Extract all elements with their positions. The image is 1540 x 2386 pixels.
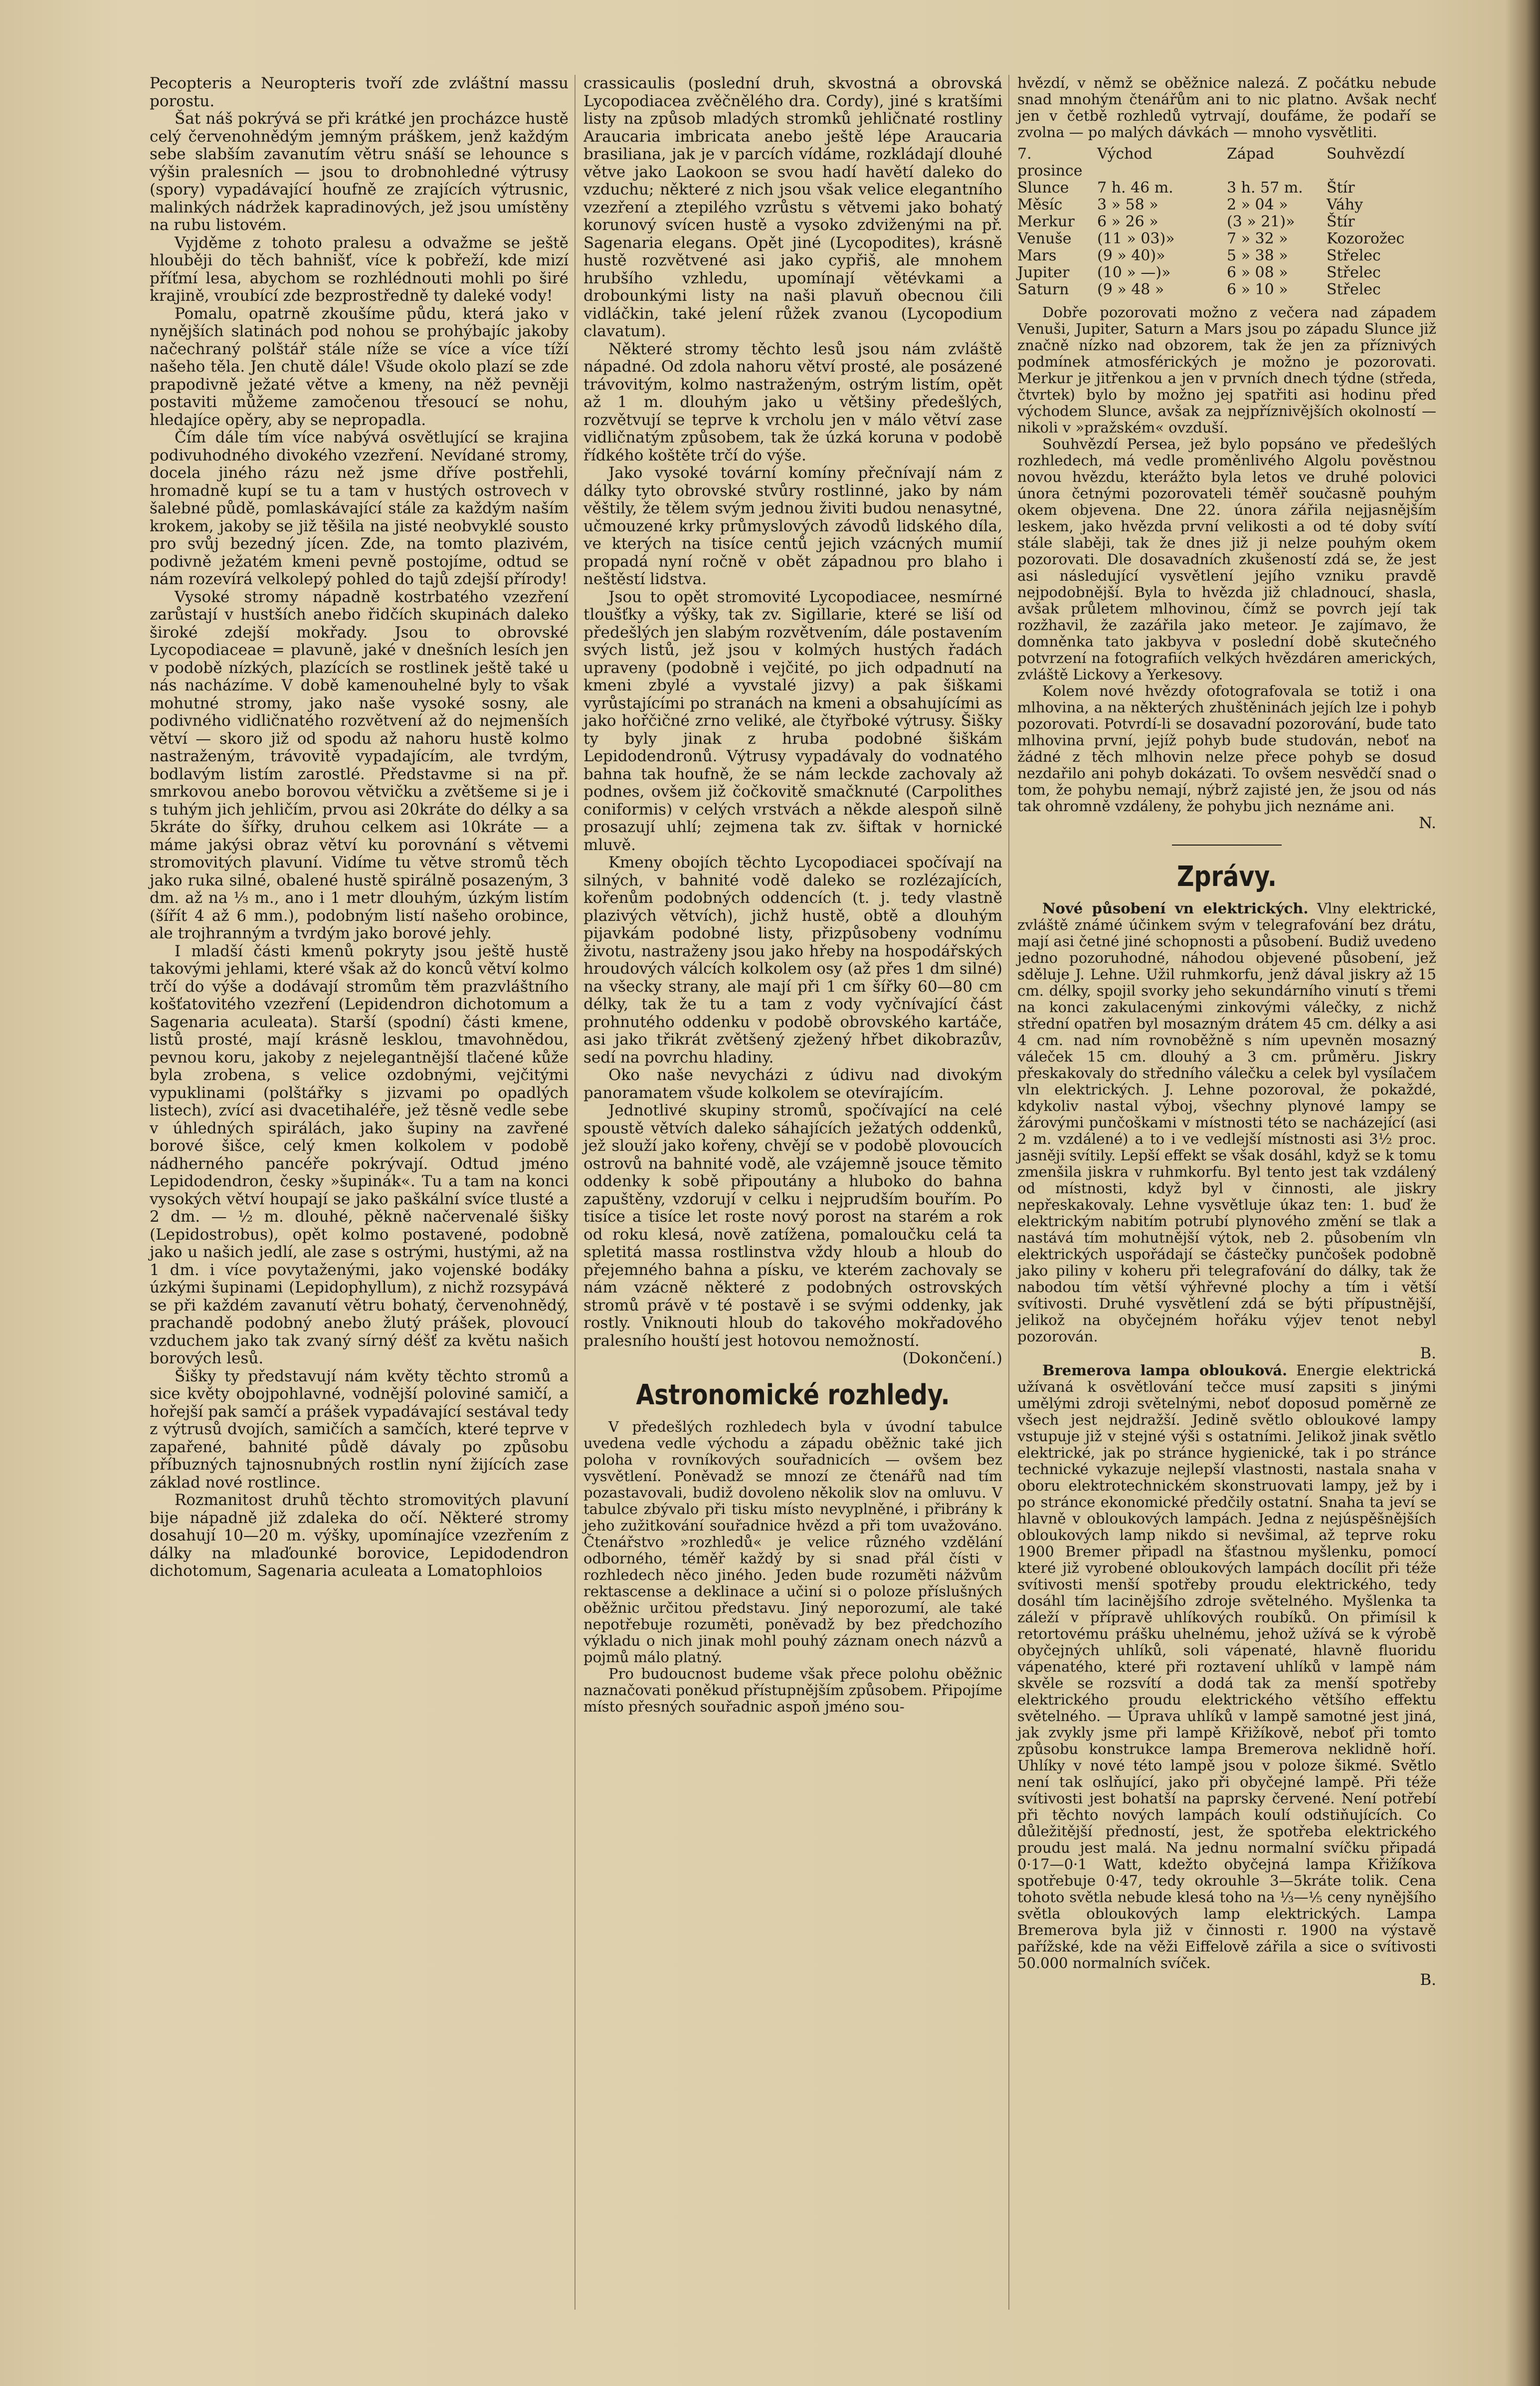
paragraph: crassicaulis (poslední druh, skvostná a obrovská Lycopodiacea zvěčnělého dra. Cordy), jiné s kratšími listy na způsob mladých stromků jehličnaté rostliny Araucaria imbricata anebo ještě lépe Araucaria brasiliana, jak je v parcích vídáme, rozkládají dlouhé větve jako Laokoon se svou hadí havětí daleko do vzduchu; některé z nich jsou však velice elegantního vzezření a ztepilého vzrůstu s větvemi jako bohatý korunový svícen hustě a vysoko zdviženými na př. Sagenaria elegans. Opět jiné (Lycopodites), krásně hustě rozvětvené asi jako cypřiš, ale mnohem hrubšího vzhledu, upomínají větévkami a drobounkými listy na naši plavuň obecnou čili vidláčkin, také jelení růžek zvanou (Lycopodium clavatum). — [583, 74, 1002, 340]
table-cell: Saturn — [1017, 281, 1069, 298]
column-3 — [1017, 75, 1436, 1989]
paragraph: Oko naše nevycházi z údivu nad divokým panoramatem všude kolkolem se otevírajícím. — [583, 1066, 1002, 1102]
table-row — [1017, 214, 1436, 230]
table-cell: Štír — [1327, 213, 1355, 230]
news-item — [1017, 1362, 1436, 1971]
table-cell: Střelec — [1327, 281, 1381, 298]
paragraph: Souhvězdí Persea, jež bylo popsáno ve předešlých rozhledech, má vedle proměnlivého Algolu pověstnou novou hvězdu, kterážto byla letos ve druhé polovici února četnými pozorovateli téměř současně pouhým okem objevena. Dne 22. února zářila nejjasnějším leskem, jako hvězda první velikosti a od té doby svítí stále slaběji, tak že dnes již ji nelze pouhým okem pozorovati. Dle dosavadních zkušeností zdá se, že jest asi následující vysvětlení jejího vzniku pravdě nejpodobnější. Byla to hvězda již chladnoucí, shasla, avšak průletem mlhovinou, čímž se povrch její tak rozžhavil, že zazářila jako meteor. Je zajímavo, že domněnka tato jakbyva v poslední době skutečného potvrzení na fotografiích velkých hvězdáren amerických, zvláště Lickovy a Yerkesovy. — [1017, 435, 1436, 683]
paragraph: Kolem nové hvězdy ofotografovala se totiž i ona mlhovina, a na některých zhuštěninách jejích lze i pohyb pozorovati. Potvrdí-li se dosavadní pozorování, bude tato mlhovina první, jejíž pohyb bude studován, neboť na žádné z těch mlhovin nelze přece pohyb se dosud nezdařilo ani pohyb dokázati. To ovšem nesvědčí snad o tom, že pohybu nemají, nýbrž zajisté jen, že jsou od nás tak ohromně vzdáleny, že pohybu jich neznáme ani. — [1017, 682, 1436, 815]
paragraph: hvězdí, v němž se oběžnice nalezá. Z počátku nebude snad mnohým čtenářům ani to nic platno. Avšak nechť jen v četbě rozhledů vytrvají, doufáme, že podaří se zvolna — po malých dávkách — mnoho vysvětliti. — [1017, 74, 1436, 141]
paragraph: Kmeny obojích těchto Lycopodiacei spočívají na silných, v bahnité vodě daleko se rozlézajících, kořenům podobných oddencích (t. j. tedy vlastně plazivých větvích), jichž hustě, obtě a dlouhým pijavkám podobné listy, přizpůsobeny vodnímu životu, nastraženy jsou jako hřeby na hospodářských hroudových válcích kolkolem osy (až přes 1 dm silné) na všecky strany, ale mají při 1 cm šířky 60—80 cm délky, tak že tu a tam z vody vyčnívající část prohnutého oddenku v podobě obrovského kartáče, asi jako třikrát zvětšený zježený hřbet dikobrazův, sedí na povrchu hladiny. — [583, 854, 1002, 1067]
paragraph: Vysoké stromy nápadně kostrbatého vzezření zarůstají v hustších anebo řidčích skupinách daleko široké zdejší mokřady. Jsou to obrovské Lycopodiaceae = plavuně, jaké v dnešních lesích jen v podobě nízkých, plazících se rostlinek ještě také u nás nacházíme. V době kamenouhelné byly to však mohutné stromy, jako naše vysoké sosny, ale podivného vidličnatého rozvětvení až do nejmenších větví — skoro již od spodu až nahoru hustě kolmo nastraženým, trávovitě vypadajícím, ale tvrdým, bodlavým listím zarostlé. Představme si na př. smrkovou anebo borovou větvičku a zvětšeme si je i s tuhým jich jehličím, prvou asi 20kráte do délky a sa 5kráte do šířky, druhou celkem asi 10kráte — a máme jakýsi obraz větví ku porovnání s větvemi stromovitých plavuní. Vidíme tu větve stromů těch jako ruka silné, obalené hustě spirálně posazeným, 3 dm. až na ⅓ m., ano i 1 metr dlouhým, úzkým listím (šířít 4 až 6 mm.), podobným listí našeho orobince, ale trojhranným a tvrdým jako borové jehly. — [150, 588, 569, 942]
table-row — [1017, 264, 1436, 281]
paragraph: Jednotlivé skupiny stromů, spočívající na celé spoustě větvích daleko sáhajících ježatých oddenků, jež slouží jako kořeny, chvějí se v podobě plovoucích ostrovů na bahnité vodě, ale vzájemně jsouce těmito oddenky k sobě připoutány a hluboko do bahna zapuštěny, vzdorují v celku i nejprudším bouřím. Po tisíce a tisíce let roste nový porost na starém a rok od roku klesá, nově zatížena, pomaloučku celá ta spletitá massa rostlinstva vždy hloub a hloub do přejemného bahna a písku, ve kterém zachovaly se nám vzácně některé z podobných ostrovských stromů právě v té postavě i se svými oddenky, jak rostly. Vniknouti hloub do takového mokřadového pralesního houští jest hotovou nemožností. — [583, 1101, 1002, 1350]
author-initial: B. — [1420, 1344, 1436, 1362]
table-cell: Střelec — [1327, 264, 1381, 281]
column-1 — [150, 75, 569, 1580]
table-cell: 7 » 32 » — [1227, 230, 1288, 247]
paragraph: Jsou to opět stromovité Lycopodiacee, nesmírné tloušťky a výšky, tak zv. Sigillarie, které se liší od předešlých jen slabým rozvětvením, dále postavením svých listů, jež jsou v kolmých hustých řadách upraveny (podobně i vejčité, po jich odpadnutí na kmeni zbylé a vyvstalé jizvy) a pak šiškami vyrůstajícími po stranách na kmeni a obsahujícími as jako hořčičné zrno veliké, ale čtyřboké výtrusy. Šišky ty byly jinak z hruba podobné šiškám Lepidodendronů. Výtrusy vypadávaly do vodnatého bahna tak houfně, že se nám leckde zachovaly až podnes, ovšem již čočkovitě smačknuté (Carpolithes coniformis) v celých vrstvách a někde alespoň silně prosazují uhlí; zejmena tak zv. šiftak v hornické mluvě. — [583, 588, 1002, 854]
news-item — [1017, 900, 1436, 1345]
paragraph: Čím dále tím více nabývá osvětlující se krajina podivuhodného divokého vzezření. Nevídané stromy, docela jiného rázu než jsme dříve postřehli, hromadně kupí se tu a tam v hustých ostrovech v šalebné půdě, pomlaskávající stále za každým naším krokem, jakoby se již těšila na jisté neobvyklé sousto pro svůj bezedný jícen. Zde, na tomto plazivém, podivně ježatém kmeni pevně postojíme, odtud se nám rozevírá velkolepý pohled do tajů zdejší přírody! — [150, 429, 569, 588]
paragraph: Šat náš pokrývá se při krátké jen procházce hustě celý červenohnědým jemným práškem, jenž každým sebe slabším zavanutím větru snáší se lehounce s výšin pralesních — jsou to drobnohledné výtrusy (spory) vypadávající houfně ze zrajících výtrusnic, malinkých nádržek kapradinových, jež jsou umístěny na rubu listovém. — [150, 110, 569, 234]
table-cell: 3 h. 57 m. — [1227, 179, 1303, 197]
table-cell: Štír — [1327, 179, 1355, 197]
table-cell: Střelec — [1327, 247, 1381, 264]
table-row — [1017, 180, 1436, 197]
author-initial: B. — [1420, 1971, 1436, 1989]
table-cell: 2 » 04 » — [1227, 196, 1288, 214]
paragraph: Jako vysoké tovární komíny přečnívají nám z dálky tyto obrovské stvůry rostlinné, jako by nám věštily, že tělem svým jednou živiti budou nenasytné, učmouzené krky průmyslových závodů lidského díla, ve kterých na tisíce centů jejich vzácných mumií propadá nyní ročně v obět západnou pro blaho i neštěstí lidstva. — [583, 464, 1002, 588]
column-rule-1 — [575, 75, 576, 2310]
table-cell: Váhy — [1327, 196, 1363, 214]
table-row — [1017, 281, 1436, 298]
paragraph: V předešlých rozhledech byla v úvodní tabulce uvedena vedle východu a západu oběžnic také jich poloha v rovníkových souřadnicích — ovšem bez vysvětlení. Poněvadž se mnozí ze čtenářů nad tím pozastavovali, budiž dovoleno několik slov na omluvu. V tabulce zbývalo při tisku místo nevyplněné, i přibrány k jeho zužitkování souřadnice hvězd a při tom uvažováno. Čtenářstvo »rozhledů« je velice různého vzdělání odborného, téměř každý by si snad přál čísti v rozhledech něco jiného. Jeden bude rozuměti nážvům rektascense a deklinace a učiní si o poloze příslušných oběžnic určitou představu. Jiný neporozumí, ale také nepotřebuje rozuměti, poněvadž by bez předchozího výkladu o nich jinak mohl pouhý záznam onech názvů a pojmů málo platný. — [583, 1418, 1002, 1666]
table-cell: Merkur — [1017, 213, 1075, 230]
paragraph: Pomalu, opatrně zkoušíme půdu, která jako v nynějších slatinách pod nohou se prohýbajíc jakoby načechraný polštář stále níže se více a více tíží našeho těla. Jen chutě dále! Všude okolo plazí se zde prapodivně ježaté větve a kmeny, na něž pevněji postaviti můžeme zamočenou třesoucí se nohu, hledajíce opěry, aby se nepropadla. — [150, 304, 569, 429]
table-cell: (11 » 03)» — [1097, 230, 1175, 247]
paragraph: Pecopteris a Neuropteris tvoří zde zvláštní massu porostu. — [150, 74, 569, 110]
table-cell: 5 » 38 » — [1227, 247, 1288, 264]
table-cell: Kozorožec — [1327, 230, 1405, 247]
table-cell: (10 » —)» — [1097, 264, 1171, 281]
table-cell: Mars — [1017, 247, 1057, 264]
news-item-body: Vlny elektrické, zvláště známé účinkem svým v telegrafování bez drátu, mají asi četné jiné schopnosti a působení. Budiž uvedeno jedno pozoruhodné, náhodou objevené působení, jež sděluje J. Lehne. Užil ruhmkorfu, jenž dával jiskry až 15 cm. délky, spojil svorky jeho sekundárního vinutí s třemi na konci zakulacenými zinkovými válečky, z nichž střední opatřen byl mosazným drátem 45 cm. délky a asi 4 cm. nad ním rovnoběžně s ním upevněn mosazný váleček 15 cm. dlouhý a 3 cm. průměru. Jiskry přeskakovaly do středního válečku a celek byl vysílačem vln elektrických. J. Lehne pozoroval, že pokaždé, kdykoliv nastal výboj, všechny plynové lampy se žárovými punčoškami v místnosti této se nacházející (asi 2 m. vzdálené) a to i ve vedlejší místnosti asi 3½ proc. jasněji svítily. Lepší effekt se však dosáhl, když se k tomu zmenšila jiskra v ruhmkorfu. Byl tento jest tak vzdálený od místnosti, když byl v činnosti, ale jiskry nepřeskakovaly. Lehne vysvětluje úkaz ten: 1. buď že elektrickým nabitím potrubí plynového změní se tlak a nastává tím mohutnější výtok, neb 2. působením vln elektrických uspořádají se částečky punčošek podobně jako piliny v koheru při telegrafování do dálky, tak že nabodou tím větší výhřevné plochy a tím i větší svítivosti. Druhé vysvětlení zdá se býti přípustnější, jelikož na obyčejném hořáku výjev tenot nebyl pozorován. — [1017, 899, 1437, 1345]
paragraph: Rozmanitost druhů těchto stromovitých plavuní bije nápadně již zdaleka do očí. Některé stromy dosahují 10—20 m. výšky, upomínajíce vzezřením z dálky na mlaďounké borovice, Lepidodendron dichotomum, Sagenaria aculeata a Lomatophloios — [150, 1491, 569, 1580]
paragraph: Šišky ty představují nám květy těchto stromů a sice květy obojpohlavné, vodnější poloviné samičí, a hořejší pak samčí a prášek vypadávající sestával tedy z výtrusů dvojích, samičích a samčích, které teprve v zapařené, bahnité půdě dávaly po způsobu příbuzných tajnosnubných rostlin nyní žijících zase základ nové rostlince. — [150, 1367, 569, 1492]
news-item-body: Energie elektrická užívaná k osvětlování tečce musí zapsiti s jinými umělými zdroji světelnými, neboť doposud poměrně ze všech jest nejdražší. Jedině světlo obloukové lampy vstupuje již v stejné výši s ostatními. Jelikož jinak světlo elektrické, jak po stránce hygienické, tak i po stránce technické vykazuje nejlepší vlastnosti, nastala snaha v oboru elektrotechnickém skonstruovati lampy, jež by i po stránce ekonomické předčily ostatní. Snaha ta jeví se hlavně v obloukových lampách. Jedna z nejúspěšnějších obloukových lamp nikdo si nevšimal, až teprve roku 1900 Bremer připadl na šťastnou myšlenku, pomocí které již vyrobené obloukových lampách docílit při téže svítivosti menší spotřeby proudu elektrického, tedy dosáhl tím lacinějšího zdroje světelného. Myšlenka ta záleží v přípravě uhlíkových roubíků. On přimísil k retortovému prášku uhelnému, jehož užívá se k výrobě obyčejných uhlíků, soli vápenaté, hlavně fluoridu vápenatého, které při roztavení uhlíků v lampě nám skvěle se rozsvítí a dodá tak za menší spotřeby elektrického proudu elektrického většího effektu světelného. — Úprava uhlíků v lampě samotné jest jiná, jak zvykly jsme při lampě Křižíkově, neboť při tomto způsobu konstrukce lampa Bremerova neklidně hoří. Uhlíky v nové této lampě jsou v poloze šikmé. Světlo není tak oslňující, jako při obyčejné lampě. Při téže svítivosti jest bohatší na paprsky červené. Není potřebí při těchto nových lampách koulí odstiňujících. Co důležitější předností, jest, že spotřeba elektrického proudu jest malá. Na jednu normalní svíčku připadá 0·17—0·1 Watt, kdežto obyčejná lampa Křižíkova spotřebuje 0·47, tedy okrouhle 3—5kráte tolik. Cena tohoto světla nebude klesá toho na ⅓—⅕ ceny nynějšího světla obloukových lamp elektrických. Lampa Bremerova byla již v činnosti r. 1900 na výstavě pařížské, kde na věži Eiffelově zářila a sice o svítivosti 50.000 normalních svíček. — [1017, 1362, 1436, 1971]
planet-table — [1017, 146, 1436, 298]
table-row — [1017, 247, 1436, 264]
table-header-cell: Západ — [1227, 145, 1275, 163]
table-cell: (9 » 48 » — [1097, 281, 1164, 298]
news-item-title: Nové působení vn elektrických. — [1042, 899, 1309, 917]
section-title-astronomy: Astronomické rozhledy. — [636, 1378, 950, 1411]
table-cell: 7 h. 46 m. — [1097, 179, 1173, 197]
page-edge-shadow — [1505, 0, 1540, 2386]
paragraph: Některé stromy těchto lesů jsou nám zvláště nápadné. Od zdola nahoru větví prosté, ale posázené trávovitým, kolmo nastraženým, ostrým listím, opět až 1 m. dlouhým jako u většiny předešlých, rozvětvují se teprve k vrcholu jen v málo větví zase vidličnatým způsobem, tak že úzká koruna v podobě řídkého koštěte trčí do výše. — [583, 340, 1002, 464]
table-header-cell: Souhvězdí — [1327, 145, 1405, 163]
table-cell: Jupiter — [1017, 264, 1070, 281]
table-cell: 3 » 58 » — [1097, 196, 1158, 214]
table-cell: (9 » 40)» — [1097, 247, 1165, 264]
table-cell: 6 » 10 » — [1227, 281, 1288, 298]
author-initial: N. — [1419, 814, 1436, 832]
table-row — [1017, 197, 1436, 214]
table-cell: 6 » 08 » — [1227, 264, 1288, 281]
column-rule-2 — [1008, 75, 1009, 2310]
paragraph: I mladší části kmenů pokryty jsou ještě hustě takovými jehlami, které však až do konců větví kolmo trčí do výše a dodávají stromům těm prazvláštního košťatovitého vzezření (Lepidendron dichotomum a Sagenaria aculeata). Starší (spodní) části kmene, listů prosté, mají krásně lesklou, tmavohnědou, pevnou koru, jakoby z nejelegantnější tlačené kůže byla zrobena, s velice ozdobnými, vejčitými vypuklinami (polštářky s jizvami po opadlých listech), zvící asi dvacetihaléře, jež těsně vedle sebe v úhledných spirálách, jako šupiny na zavřené borové šišce, celý kmen kolkolem v podobě nádherného pancéře pokrývají. Odtud jméno Lepidodendron, česky »šupinák«. Tu a tam na konci vysokých větví houpají se jako paškální svíce tlusté a 2 dm. — ½ m. dlouhé, pěkně načervenalé šišky (Lepidostrobus), opět kolmo postavené, podobně jako u našich jedlí, ale zase s ostrými, hustými, až na 1 dm. i více povytaženými, jako vojenské bodáky úzkými šupinami (Lepidophyllum), z nichž rozsypává se při každém zavanutí větru bohatý, červenohnědý, prachandě podobný anebo žlutý prášek, plovoucí vzduchem jako tak zvaný sírný déšť za květu našich borových lesů. — [150, 942, 569, 1367]
table-cell: Měsíc — [1017, 196, 1063, 214]
paragraph: Vyjděme z tohoto pralesu a odvažme se ještě hlouběji do těch bahnišť, více k pobřeží, kde mizí příťmí lesa, abychom se rozhlédnouti mohli po širé krajině, vroubící zde bezprostředně ty daleké vody! — [150, 233, 569, 305]
section-divider — [1172, 845, 1282, 846]
paragraph: Dobře pozorovati možno z večera nad západem Venuši, Jupiter, Saturn a Mars jsou po západu Slunce již značně nízko nad obzorem, tak že jen za příznivých podmínek atmosférických je možno je pozorovati. Merkur je jitřenkou a jen v prvních dnech týdne (středa, čtvrtek) bylo by možno jej spatřiti asi hodinu před východem Slunce, avšak za nejpříznivějších okolností — nikoli v »pražském« ovzduší. — [1017, 304, 1436, 436]
table-header-cell: 7. prosince — [1017, 145, 1083, 180]
table-cell: Venuše — [1017, 230, 1072, 247]
continuation-note: (Dokončení.) — [902, 1349, 1002, 1367]
table-cell: 6 » 26 » — [1097, 213, 1158, 230]
column-2 — [583, 75, 1002, 1715]
table-cell: (3 » 21)» — [1227, 213, 1295, 230]
paragraph: Pro budoucnost budeme však přece polohu oběžnic naznačovati poněkud přístupnějším způsobem. Připojíme místo přesných souřadnic aspoň jméno sou- — [583, 1665, 1002, 1715]
table-cell: Slunce — [1017, 179, 1069, 197]
table-header — [1017, 146, 1436, 180]
table-header-cell: Východ — [1097, 145, 1153, 163]
news-item-title: Bremerova lampa oblouková. — [1042, 1362, 1288, 1379]
table-row — [1017, 230, 1436, 247]
section-title-news: Zprávy. — [1177, 860, 1277, 893]
